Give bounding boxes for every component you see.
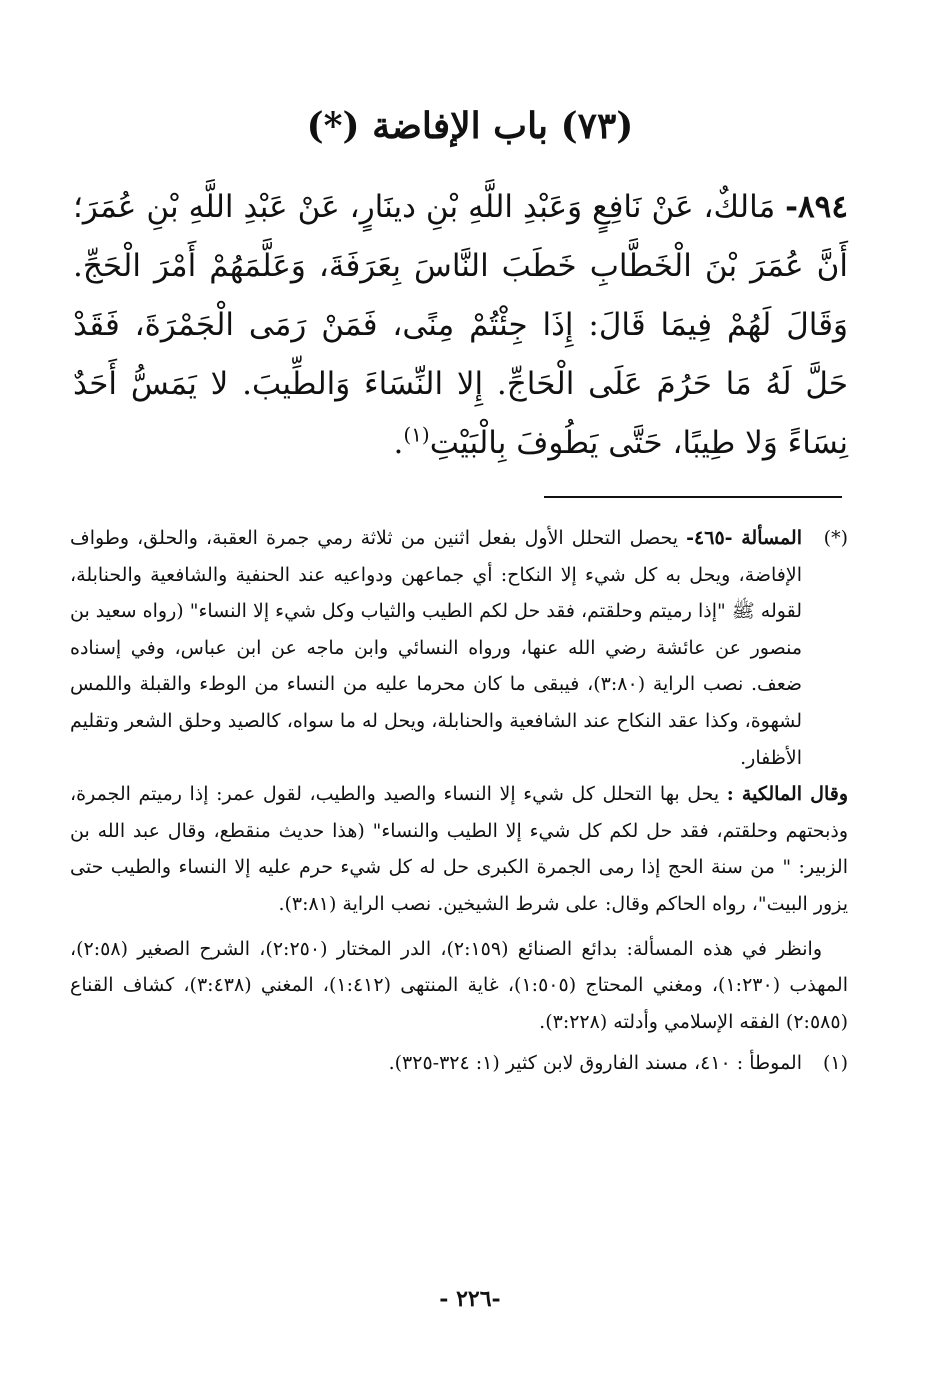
footnote-references: وانظر في هذه المسألة: بدائع الصنائع (٢:١٥٩)، الدر المختار (٢:٢٥٠)، الشرح الصغير (٢:٥٨)، المهذب (١:٢٣٠)، ومغني المحتاج (١:٥٠٥)، غاية المنتهى (١:٤١٢)، المغني (٣:٤٣٨)، كشاف القناع (٢:٥٨٥) الفقه الإسلامي وأدلته (٣:٢٢٨). (70, 937, 848, 1033)
hadith-number: ٨٩٤- (785, 189, 848, 225)
footnote-maliki (70, 776, 848, 922)
hadith-block (73, 178, 848, 473)
masala-text: يحصل التحلل الأول بفعل اثنين من ثلاثة رمي جمرة العقبة، والحلق، وطواف الإفاضة، ويحل به كل شيء إلا النكاح: أي جماعهن ودواعيه عند الحنفية والشافعية والحنابلة، لقوله ﷺ "إذا رميتم وحلقتم، فقد حل لكم الطيب والثياب وكل شيء إلا النساء" (رواه سعيد بن منصور عن عائشة رضي الله عنها، ورواه النسائي وابن ماجه عن ابن عباس، وفي إسناده ضعف. نصب الراية (٣:٨٠)، فيبقى ما كان محرما عليه من النساء من الوطء والقبلة واللمس لشهوة، وكذا عقد النكاح عند الشافعية والحنابلة، ويحل له ما سواه، كالصيد وحلق الشعر وتقليم الأظفار. (70, 527, 803, 769)
maliki-label: وقال المالكية : (726, 783, 848, 806)
footnote-divider (544, 496, 842, 498)
footnote-1-marker: (١) (822, 1052, 848, 1075)
page-number: -٢٢٦ - (439, 1286, 501, 1312)
hadith-end: . (393, 425, 404, 461)
masala-label: المسألة -٤٦٥- (686, 527, 802, 549)
footnote-1-text: الموطأ : ٤١٠، مسند الفاروق لابن كثير (١: ٣٢٤-٣٢٥). (388, 1052, 802, 1075)
chapter-title: (٧٣) باب الإفاضة (*) (306, 105, 634, 147)
footnote-star-marker: (*) (823, 527, 848, 549)
footnote-1 (70, 1045, 848, 1082)
hadith-text: مَالكٌ، عَنْ نَافِعٍ وَعَبْدِ اللَّهِ بْنِ دينَارٍ، عَنْ عَبْدِ اللَّهِ بْنِ عُمَرَ؛ أَنَّ عُمَرَ بْنَ الْخَطَّابِ خَطَبَ النَّاسَ بِعَرَفَةَ، وَعَلَّمَهُمْ أَمْرَ الْحَجِّ. وَقَالَ لَهُمْ فِيمَا قَالَ: إِذَا جِئْتُمْ مِنًى، فَمَنْ رَمَى الْجَمْرَةَ، فَقَدْ حَلَّ لَهُ مَا حَرُمَ عَلَى الْحَاجِّ. إِلا النِّسَاءَ وَالطِّيبَ. لا يَمَسُّ أَحَدٌ نِسَاءً وَلا طِيبًا، حَتَّى يَطُوفَ بِالْبَيْتِ (73, 189, 848, 461)
footnotes-section (70, 520, 848, 1082)
footnote-masala (70, 520, 848, 776)
hadith-footnote-ref: (١) (403, 422, 430, 447)
maliki-text: يحل بها التحلل كل شيء إلا النساء والصيد والطيب، لقول عمر: إذا رميتم الجمرة، وذبحتهم وحلقتم، فقد حل لكم كل شيء إلا الطيب والنساء" (هذا حديث منقطع، وقال عبد الله بن الزبير: " من سنة الحج إذا رمى الجمرة الكبرى حل له كل شيء حرم عليه إلا النساء والطيب حتى يزور البيت"، رواه الحاكم وقال: على شرط الشيخين. نصب الراية (٣:٨١). (70, 783, 848, 915)
